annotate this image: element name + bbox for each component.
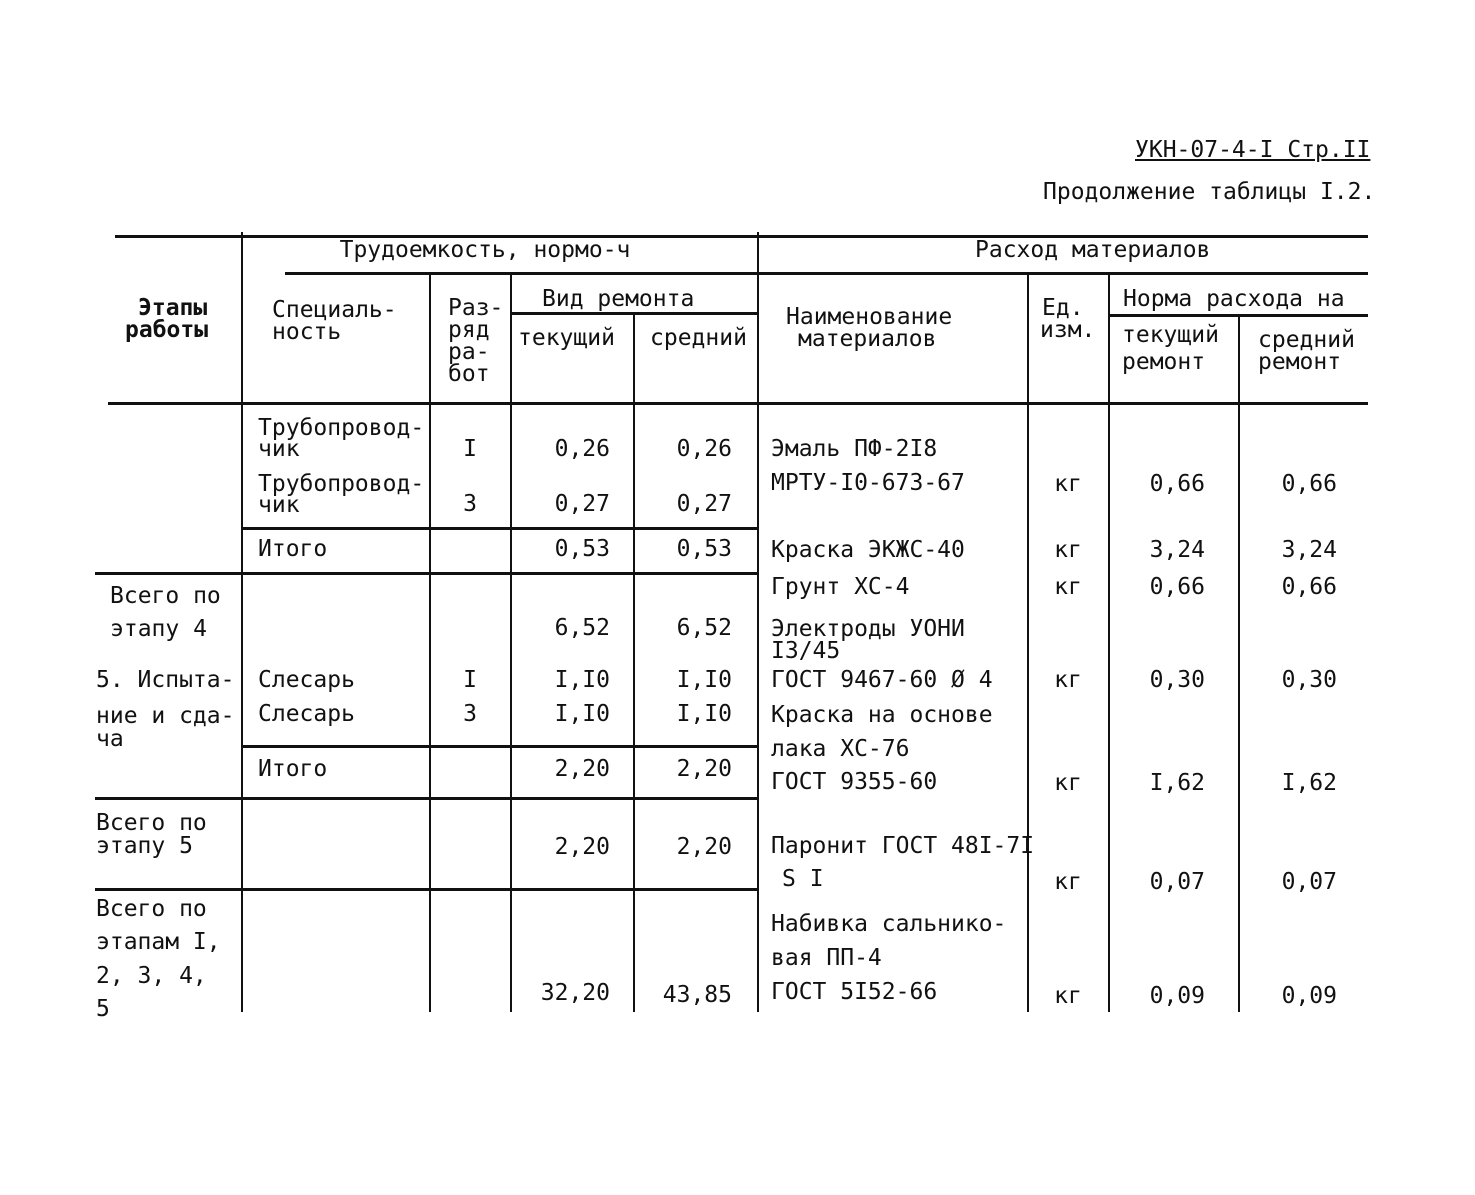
material-name: Краска на основе [771, 702, 993, 728]
specialty-cell: Слесарь [258, 667, 355, 693]
current-labor-cell: I,I0 [554, 667, 610, 693]
document-code: УКН-07-4-I Стр.II [1135, 137, 1371, 163]
medium-labor-cell: 43,85 [662, 982, 732, 1008]
material-norm-medium: 3,24 [1281, 537, 1337, 563]
subtotal-label: Итого [258, 756, 328, 782]
current-labor-cell: 6,52 [554, 615, 610, 641]
material-name: ГОСТ 9355-60 [771, 769, 938, 795]
header-subrule [285, 272, 1368, 275]
stage5-rule [95, 797, 757, 800]
grade-cell: I [463, 667, 477, 693]
stage-cell: этапу 4 [110, 616, 207, 642]
specialty-header-1: Специаль- [272, 297, 397, 323]
current-header: текущий [518, 325, 615, 351]
material-unit: кг [1054, 770, 1082, 796]
medium-labor-cell: I,I0 [676, 667, 732, 693]
stage-cell: этапу 5 [96, 833, 193, 859]
material-norm-medium: 0,07 [1281, 869, 1337, 895]
materials-header: Расход материалов [975, 237, 1211, 263]
subtotal-rule-1 [242, 527, 757, 530]
grade-cell: 3 [463, 701, 477, 727]
total-rule [95, 888, 757, 891]
material-norm-current: 0,66 [1149, 574, 1205, 600]
material-unit: кг [1054, 537, 1082, 563]
grade-header-2: ряд [448, 317, 490, 343]
col-rule-current [633, 312, 635, 1012]
specialty-cell: чик [258, 492, 300, 518]
col-rule-material [1027, 272, 1029, 1012]
stage-cell: 2, 3, 4, [96, 963, 207, 989]
material-norm-medium: 0,66 [1281, 471, 1337, 497]
medium-labor-cell: 0,26 [676, 436, 732, 462]
unit-header-2: изм. [1040, 317, 1096, 343]
material-norm-current: I,62 [1149, 770, 1205, 796]
current-labor-cell: 0,26 [554, 436, 610, 462]
medium-labor-cell: 2,20 [676, 834, 732, 860]
current-repair-header-1: текущий [1122, 322, 1219, 348]
specialty-cell: чик [258, 436, 300, 462]
material-norm-current: 0,30 [1149, 667, 1205, 693]
stage-cell: этапам I, [96, 929, 221, 955]
material-norm-medium: 0,30 [1281, 667, 1337, 693]
material-unit: кг [1054, 667, 1082, 693]
material-name: вая ПП-4 [771, 945, 882, 971]
material-norm-current: 0,07 [1149, 869, 1205, 895]
subtotal-rule-2 [242, 745, 757, 748]
medium-labor-cell: 2,20 [676, 756, 732, 782]
material-name: Грунт ХС-4 [771, 574, 910, 600]
material-name: Набивка сальнико- [771, 911, 1007, 937]
material-norm-medium: 0,09 [1281, 983, 1337, 1009]
specialty-cell: Слесарь [258, 701, 355, 727]
medium-repair-header-2: ремонт [1258, 349, 1342, 375]
stage-cell: 5 [96, 996, 110, 1022]
material-name-header-2: материалов [798, 326, 937, 352]
subtotal-label: Итого [258, 536, 328, 562]
current-labor-cell: 0,53 [554, 536, 610, 562]
stage-cell: ча [96, 726, 124, 752]
table-continuation-title: Продолжение таблицы I.2. [1043, 179, 1376, 205]
material-name: Эмаль ПФ-2I8 [771, 436, 938, 462]
material-norm-current: 0,09 [1149, 983, 1205, 1009]
material-unit: кг [1054, 869, 1082, 895]
material-unit: кг [1054, 471, 1082, 497]
material-norm-medium: 0,66 [1281, 574, 1337, 600]
stages-header-1: Этапы [138, 295, 208, 321]
material-name: Краска ЭКЖС-40 [771, 537, 965, 563]
medium-repair-header-1: средний [1258, 327, 1355, 353]
stage-cell: 5. Испыта- [96, 667, 235, 693]
stage-cell: Всего по [110, 583, 221, 609]
stage4-rule [95, 572, 757, 575]
medium-labor-cell: 6,52 [676, 615, 732, 641]
col-rule-norm-current [1238, 314, 1240, 1012]
stage-cell: Всего по [96, 810, 207, 836]
unit-header-1: Ед. [1042, 295, 1084, 321]
material-name: МРТУ-I0-673-67 [771, 470, 965, 496]
specialty-cell: Трубопровод- [258, 471, 425, 497]
material-name: I3/45 [771, 638, 841, 664]
material-norm-current: 0,66 [1149, 471, 1205, 497]
norm-header: Норма расхода на [1123, 286, 1345, 312]
medium-labor-cell: I,I0 [676, 701, 732, 727]
current-labor-cell: I,I0 [554, 701, 610, 727]
header-bottom-rule [108, 402, 1368, 405]
medium-header: средний [650, 325, 747, 351]
stages-header-2: работы [125, 317, 209, 343]
material-unit: кг [1054, 983, 1082, 1009]
current-repair-header-2: ремонт [1122, 349, 1206, 375]
stage-cell: ние и сда- [96, 703, 235, 729]
col-rule-grade [510, 272, 512, 1012]
specialty-cell: Трубопровод- [258, 415, 425, 441]
col-rule-specialty [429, 272, 431, 1012]
col-rule-stages [241, 232, 243, 1012]
current-labor-cell: 2,20 [554, 834, 610, 860]
material-name-header-1: Наименование [786, 304, 953, 330]
stage-cell: Всего по [96, 896, 207, 922]
grade-cell: 3 [463, 491, 477, 517]
current-labor-cell: 2,20 [554, 756, 610, 782]
material-unit: кг [1054, 574, 1082, 600]
material-name: ГОСТ 5I52-66 [771, 979, 938, 1005]
col-rule-medium [757, 232, 759, 1012]
material-name: S I [782, 866, 824, 892]
material-norm-current: 3,24 [1149, 537, 1205, 563]
material-name: Паронит ГОСТ 48I-7I [771, 833, 1035, 859]
repair-type-header: Вид ремонта [542, 286, 695, 312]
current-labor-cell: 0,27 [554, 491, 610, 517]
specialty-header-2: ность [272, 319, 342, 345]
current-labor-cell: 32,20 [540, 980, 610, 1006]
medium-labor-cell: 0,27 [676, 491, 732, 517]
material-name: лака ХС-76 [771, 736, 910, 762]
grade-header-1: Раз- [448, 295, 504, 321]
col-rule-unit [1108, 272, 1110, 1012]
grade-cell: I [463, 436, 477, 462]
medium-labor-cell: 0,53 [676, 536, 732, 562]
grade-header-4: бот [448, 361, 490, 387]
grade-header-3: ра- [448, 339, 490, 365]
material-name: ГОСТ 9467-60 Ø 4 [771, 667, 993, 693]
material-norm-medium: I,62 [1281, 770, 1337, 796]
labor-header: Трудоемкость, нормо-ч [339, 237, 631, 263]
material-name: Электроды УОНИ [771, 616, 965, 642]
